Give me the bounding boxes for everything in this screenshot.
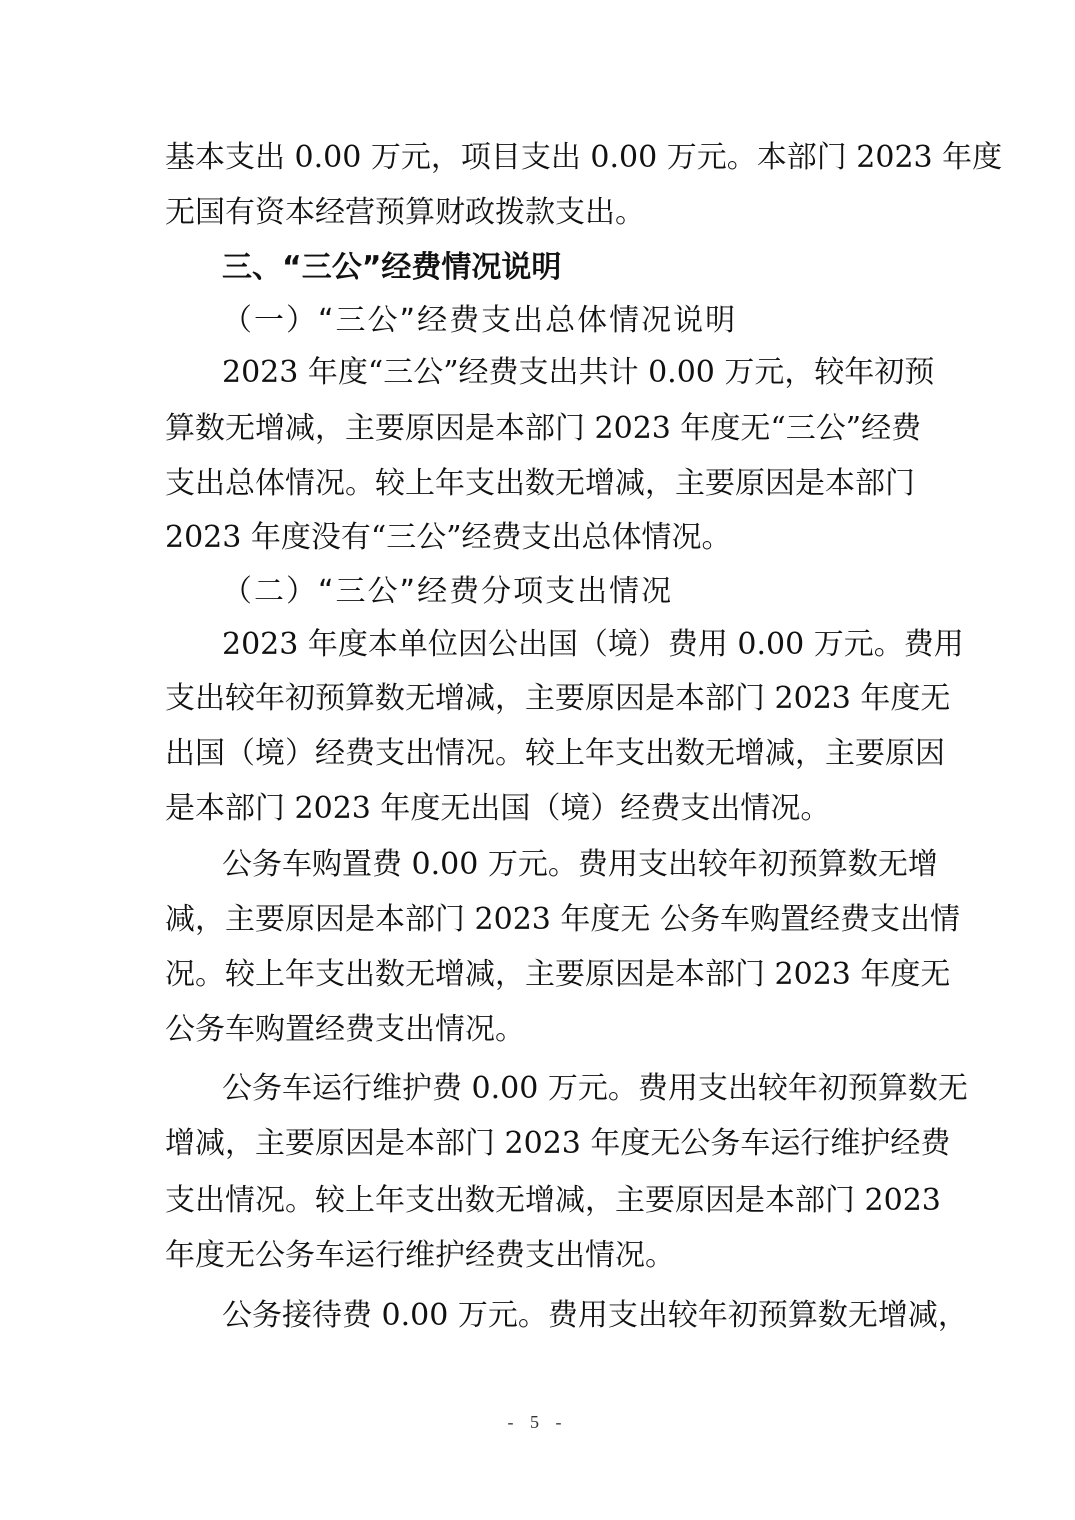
text-line: 支出总体情况。较上年支出数无增减，主要原因是本部门	[165, 466, 915, 501]
page-number: - 5 -	[507, 1412, 568, 1432]
subsection-heading: （二）“三公”经费分项支出情况	[222, 574, 674, 609]
text-line: 减，主要原因是本部门 2023 年度无 公务车购置经费支出情	[165, 902, 960, 937]
text-line: 公务车购置费 0.00 万元。费用支出较年初预算数无增	[222, 847, 938, 882]
text-line: 支出情况。较上年支出数无增减，主要原因是本部门 2023	[165, 1183, 941, 1218]
text-line: 2023 年度没有“三公”经费支出总体情况。	[165, 520, 732, 555]
text-line: 增减，主要原因是本部门 2023 年度无公务车运行维护经费	[165, 1126, 951, 1161]
text-line: 公务车运行维护费 0.00 万元。费用支出较年初预算数无	[222, 1071, 968, 1106]
text-line: 出国（境）经费支出情况。较上年支出数无增减，主要原因	[165, 736, 945, 771]
text-line: 况。较上年支出数无增减，主要原因是本部门 2023 年度无	[165, 957, 951, 992]
text-line: 是本部门 2023 年度无出国（境）经费支出情况。	[165, 791, 831, 826]
subsection-heading: （一）“三公”经费支出总体情况说明	[222, 303, 738, 338]
text-line: 2023 年度本单位因公出国（境）费用 0.00 万元。费用	[222, 627, 964, 662]
text-line: 2023 年度“三公”经费支出共计 0.00 万元，较年初预	[222, 355, 935, 390]
text-line: 算数无增减，主要原因是本部门 2023 年度无“三公”经费	[165, 411, 922, 446]
text-line: 公务车购置经费支出情况。	[165, 1012, 525, 1047]
text-line: 无国有资本经营预算财政拨款支出。	[165, 195, 645, 230]
text-line: 年度无公务车运行维护经费支出情况。	[165, 1238, 675, 1273]
section-heading: 三、“三公”经费情况说明	[222, 250, 562, 285]
text-line: 基本支出 0.00 万元，项目支出 0.00 万元。本部门 2023 年度	[165, 140, 1003, 175]
text-line: 支出较年初预算数无增减，主要原因是本部门 2023 年度无	[165, 681, 951, 716]
text-line: 公务接待费 0.00 万元。费用支出较年初预算数无增减，	[222, 1298, 968, 1333]
